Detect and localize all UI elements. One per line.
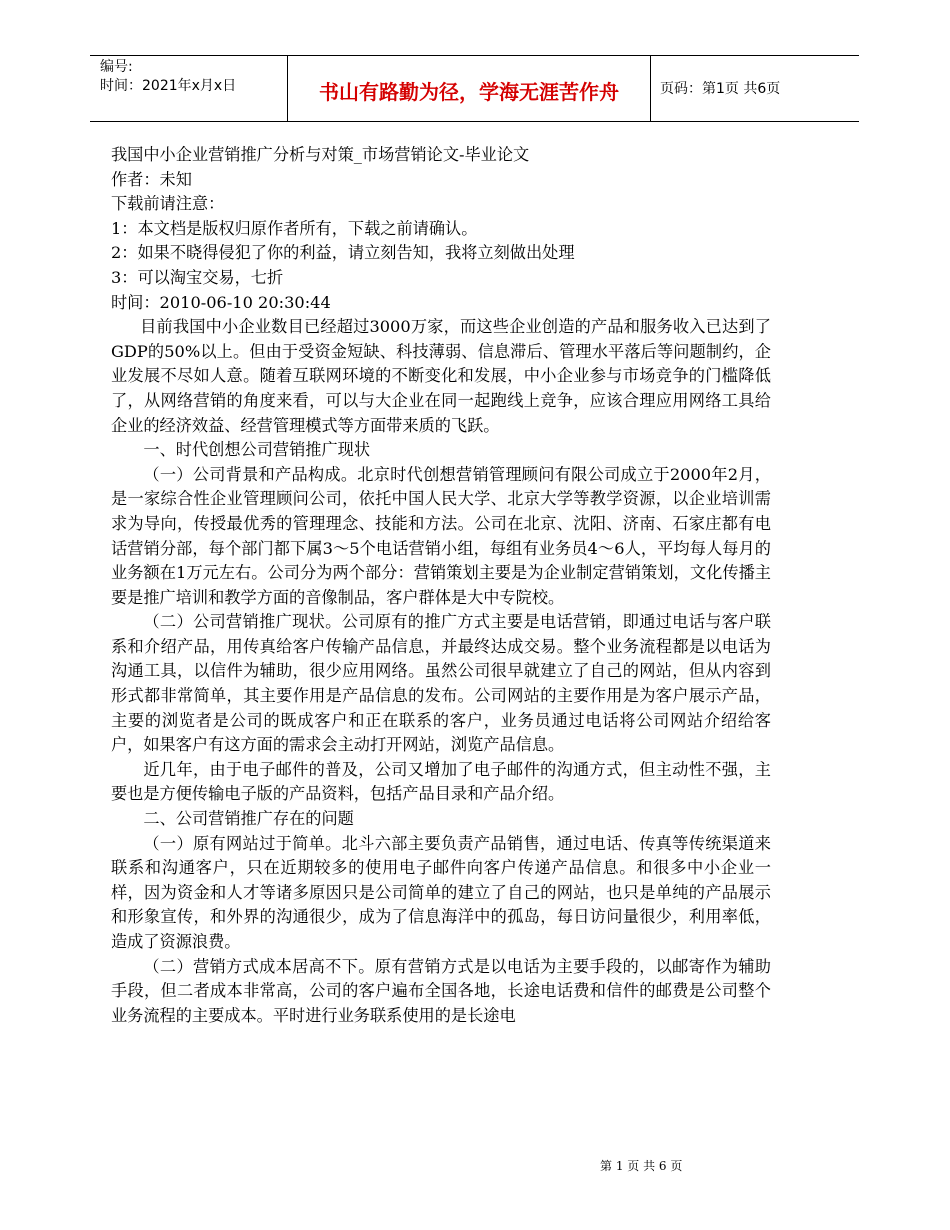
document-title: 我国中小企业营销推广分析与对策_市场营销论文-毕业论文 xyxy=(111,145,530,164)
section-heading-2: 二、公司营销推广存在的问题 xyxy=(143,809,354,829)
header-bottom-rule xyxy=(90,121,859,122)
header-top-rule xyxy=(90,55,859,56)
document-time-label: 时间：2021年x月x日 xyxy=(100,78,237,94)
paragraph-website-problem: （一）原有网站过于简单。北斗六部主要负责产品销售，通过电话、传真等传统渠道来联系和沟通客户，只在近期较多的使用电子邮件向客户传递产品信息。和很多中小企业一样，因为资金和人才等诸多原因只是公司简单的建立了自己的网站，也只是单纯的产品展示和形象宣传，和外界的沟通很少，成为了信息海洋中的孤岛，每日访问量很少，利用率低，造成了资源浪费。 xyxy=(111,833,771,951)
header-divider-right xyxy=(650,55,651,121)
document-number-label: 编号: xyxy=(100,59,133,75)
paragraph-company-background: （一）公司背景和产品构成。北京时代创想营销管理顾问有限公司成立于2000年2月，是一家综合性企业管理顾问公司，依托中国人民大学、北京大学等教学资源，以企业培训需求为导向，传授最优秀的管理理念、技能和方法。公司在北京、沈阳、济南、石家庄都有电话营销分部，每个部门都下属3～5个电话营销小组，每组有业务员4～6人，平均每人每月的业务额在1万元左右。公司分为两个部分：营销策划主要是为企业制定营销策划，文化传播主要是推广培训和教学方面的音像制品，客户群体是大中专院校。 xyxy=(111,464,771,607)
header-motto: 书山有路勤为径，学海无涯苦作舟 xyxy=(319,80,619,104)
page-footer: 第 1 页 共 6 页 xyxy=(600,1159,683,1173)
notice-item-3: 3：可以淘宝交易，七折 xyxy=(111,267,284,287)
paragraph-intro: 目前我国中小企业数目已经超过3000万家，而这些企业创造的产品和服务收入已达到了GDP的50%以上。但由于受资金短缺、科技薄弱、信息滞后、管理水平落后等问题制约，企业发展不尽如人意。随着互联网环境的不断变化和发展，中小企业参与市场竞争的门槛降低了，从网络营销的角度来看，可以与大企业在同一起跑线上竞争，应该合理应用网络工具给企业的经济效益、经营管理模式等方面带来质的飞跃。 xyxy=(111,317,771,435)
paragraph-email: 近几年，由于电子邮件的普及，公司又增加了电子邮件的沟通方式，但主动性不强，主要也是方便传输电子版的产品资料，包括产品目录和产品介绍。 xyxy=(111,759,771,804)
paragraph-cost-problem: （二）营销方式成本居高不下。原有营销方式是以电话为主要手段的，以邮寄作为辅助手段，但二者成本非常高，公司的客户遍布全国各地，长途电话费和信件的邮费是公司整个业务流程的主要成本。平时进行业务联系使用的是长途电 xyxy=(111,956,771,1025)
paragraph-marketing-status: （二）公司营销推广现状。公司原有的推广方式主要是电话营销，即通过电话与客户联系和介绍产品，用传真给客户传输产品信息，并最终达成交易。整个业务流程都是以电话为沟通工具，以信件为辅助，很少应用网络。虽然公司很早就建立了自己的网站，但从内容到形式都非常简单，其主要作用是产品信息的发布。公司网站的主要作用是为客户展示产品，主要的浏览者是公司的既成客户和正在联系的客户，业务员通过电话将公司网站介绍给客户，如果客户有这方面的需求会主动打开网站，浏览产品信息。 xyxy=(111,612,771,755)
document-author: 作者：未知 xyxy=(111,169,192,189)
notice-item-2: 2：如果不晓得侵犯了你的利益，请立刻告知，我将立刻做出处理 xyxy=(111,243,575,263)
document-body xyxy=(111,143,771,1028)
document-timestamp: 时间：2010-06-10 20:30:44 xyxy=(111,292,331,312)
section-heading-1: 一、时代创想公司营销推广现状 xyxy=(143,440,371,460)
header-page-label: 页码：第1页 共6页 xyxy=(660,81,781,97)
notice-item-1: 1：本文档是版权归原作者所有，下载之前请确认。 xyxy=(111,218,478,238)
notice-heading: 下载前请注意： xyxy=(111,194,225,214)
